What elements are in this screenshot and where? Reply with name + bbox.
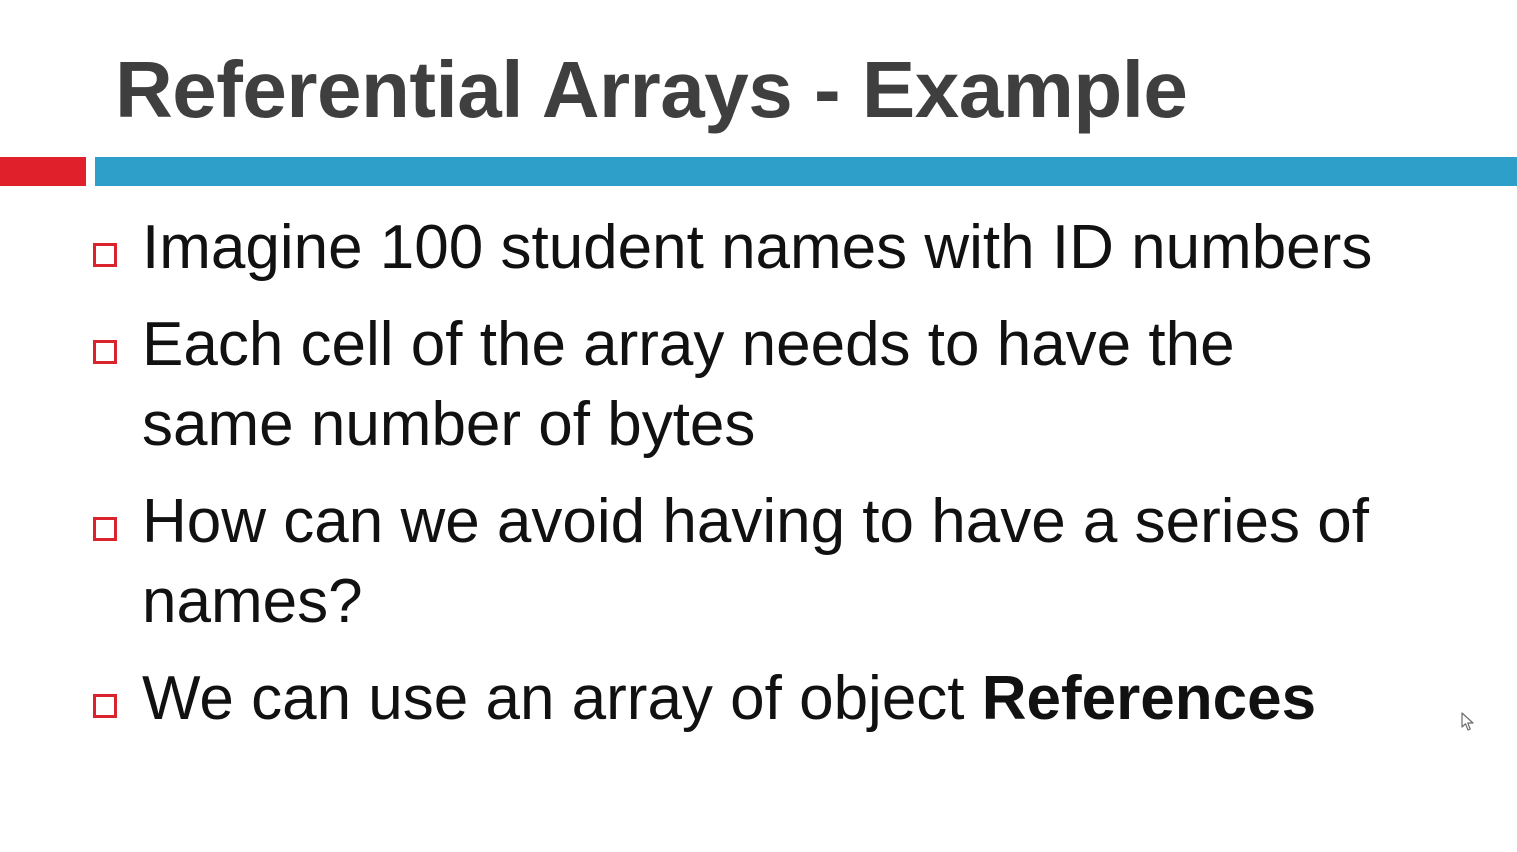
slide-title: Referential Arrays - Example xyxy=(115,45,1188,134)
bullet-line: Imagine 100 student names with ID numbers xyxy=(142,213,1373,282)
mouse-pointer-icon xyxy=(1461,712,1475,732)
bullet-line: same number of bytes xyxy=(142,390,756,459)
hollow-square-bullet-icon xyxy=(93,517,117,541)
bullet-text xyxy=(142,659,1502,739)
bullet-line xyxy=(142,659,1502,739)
bullet-line: names? xyxy=(142,567,363,636)
hollow-square-bullet-icon xyxy=(93,243,117,267)
bullet-line: Each cell of the array needs to have the xyxy=(142,310,1235,379)
hollow-square-bullet-icon xyxy=(93,340,117,364)
bullet-text xyxy=(142,482,1502,642)
bullet-line: How can we avoid having to have a series of xyxy=(142,487,1369,556)
bullet-text xyxy=(142,305,1502,465)
bullet-text-prefix: We can use an array of object xyxy=(142,664,982,733)
bullet-text-emphasis: References xyxy=(981,664,1317,733)
bullet-text xyxy=(142,208,1502,288)
hollow-square-bullet-icon xyxy=(93,694,117,718)
